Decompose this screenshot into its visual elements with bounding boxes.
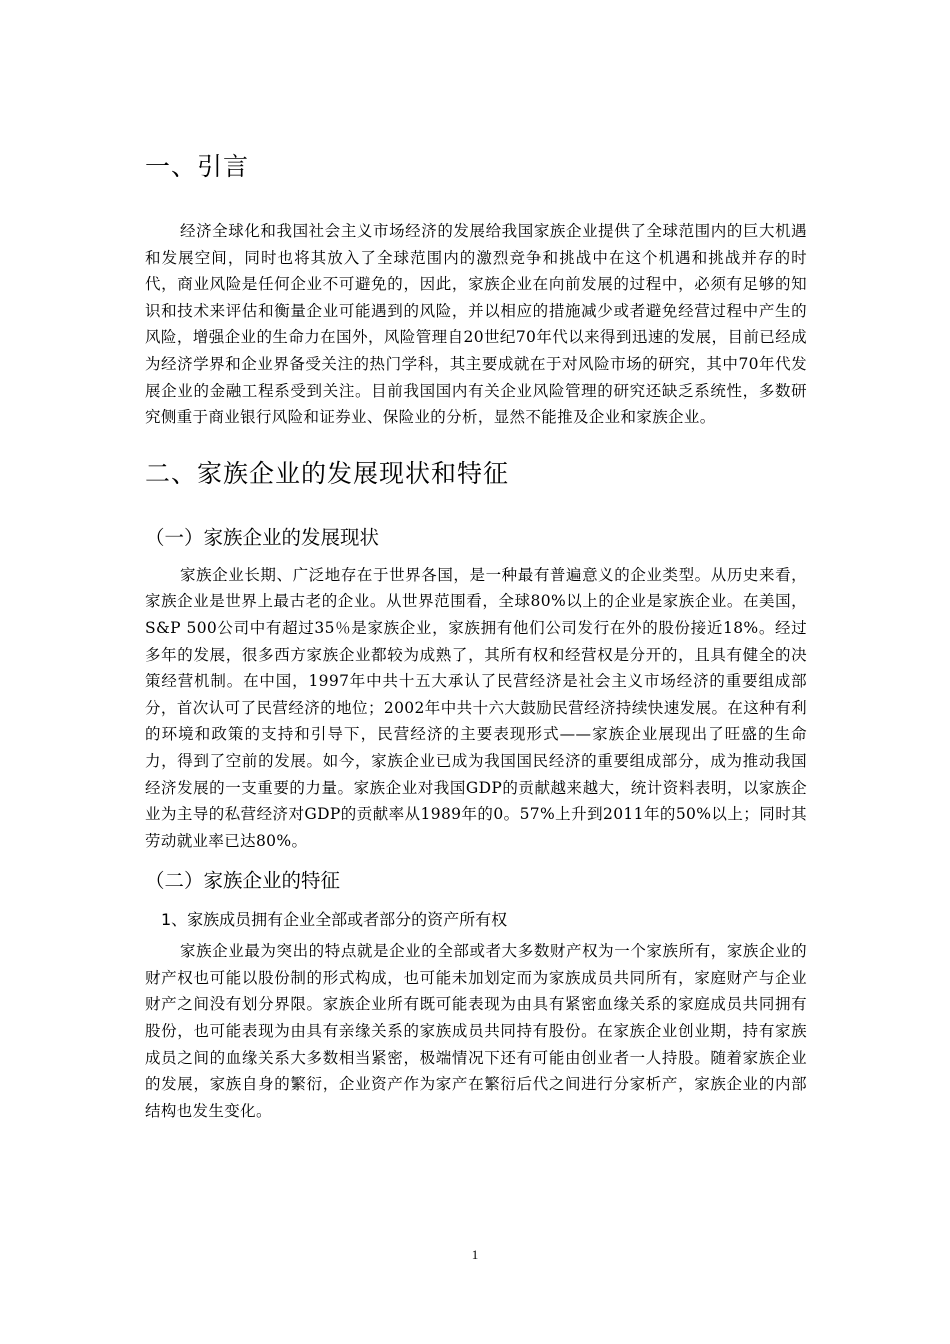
paragraph-intro: 经济全球化和我国社会主义市场经济的发展给我国家族企业提供了全球范围内的巨大机遇和发展空间，同时也将其放入了全球范围内的激烈竞争和挑战中在这个机遇和挑战并存的时代，商业风险是任何企业不可避免的，因此，家族企业在向前发展的过程中，必须有足够的知识和技术来评估和衡量企业可能遇到的风险，并以相应的措施减少或者避免经营过程中产生的风险，增强企业的生命力在国外，风险管理自20世纪70年代以来得到迅速的发展，目前已经成为经济学界和企业界备受关注的热门学科，其主要成就在于对风险市场的研究，其中70年代发展企业的金融工程系受到关注。目前我国国内有关企业风险管理的研究还缺乏系统性，多数研究侧重于商业银行风险和证券业、保险业的分析，显然不能推及企业和家族企业。 [145, 222, 807, 427]
subsection-heading-features: （二）家族企业的特征 [145, 869, 341, 893]
page-body [145, 150, 807, 1124]
paragraph-status: 家族企业长期、广泛地存在于世界各国，是一种最有普遍意义的企业类型。从历史来看，家族企业是世界上最古老的企业。从世界范围看，全球80%以上的企业是家族企业。在美国，S&P 500公司中有超过35％是家族企业，家族拥有他们公司发行在外的股份接近18%。经过多年的发展，很多西方家族企业都较为成熟了，其所有权和经营权是分开的，且具有健全的决策经营机制。在中国，1997年中共十五大承认了民营经济是社会主义市场经济的重要组成部分，首次认可了民营经济的地位；2002年中共十六大鼓励民营经济持续快速发展。在这种有利的环境和政策的支持和引导下，民营经济的主要表现形式——家族企业展现出了旺盛的生命力，得到了空前的发展。如今，家族企业已成为我国国民经济的重要组成部分，成为推动我国经济发展的一支重要的力量。家族企业对我国GDP的贡献越来越大，统计资料表明，以家族企业为主导的私营经济对GDP的贡献率从1989年的0。57%上升到2011年的50%以上；同时其劳动就业率已达80%。 [145, 565, 807, 850]
paragraph-ownership: 家族企业最为突出的特点就是企业的全部或者大多数财产权为一个家族所有，家族企业的财产权也可能以股份制的形式构成，也可能未加划定而为家族成员共同所有，家庭财产与企业财产之间没有划分界限。家族企业所有既可能表现为由具有紧密血缘关系的家庭成员共同拥有股份，也可能表现为由具有亲缘关系的家族成员共同持有股份。在家族企业创业期，持有家族成员之间的血缘关系大多数相当紧密，极端情况下还有可能由创业者一人持股。随着家族企业的发展，家族自身的繁衍，企业资产作为家产在繁衍后代之间进行分家析产，家族企业的内部结构也发生变化。 [145, 942, 807, 1120]
section-heading-intro: 一、引言 [145, 152, 250, 181]
section-heading-development: 二、家族企业的发展现状和特征 [145, 458, 510, 488]
item-heading-ownership: 1、家族成员拥有企业全部或者部分的资产所有权 [161, 910, 508, 930]
subsection-heading-status: （一）家族企业的发展现状 [145, 525, 380, 549]
page-number: 1 [471, 1247, 479, 1262]
